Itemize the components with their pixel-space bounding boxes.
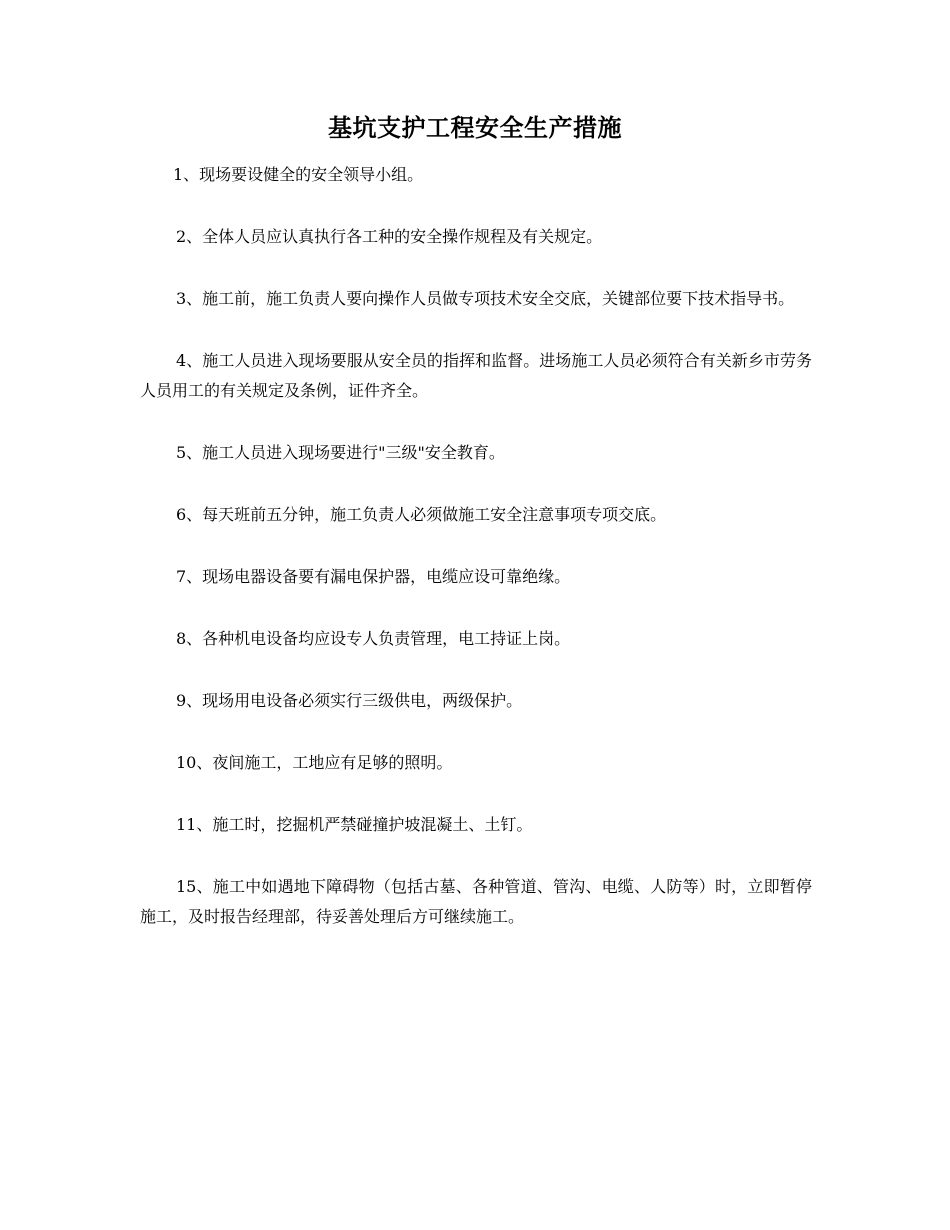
paragraph-3: 3、施工前，施工负责人要向操作人员做专项技术安全交底，关键部位要下技术指导书。 <box>176 289 795 308</box>
paragraph-6: 6、每天班前五分钟，施工负责人必须做施工安全注意事项专项交底。 <box>176 505 667 524</box>
paragraph-15: 15、施工中如遇地下障碍物（包括古墓、各种管道、管沟、电缆、人防等）时，立即暂停施工，及时报告经理部，待妥善处理后方可继续施工。 <box>140 877 812 926</box>
paragraph-7: 7、现场电器设备要有漏电保护器，电缆应设可靠绝缘。 <box>176 567 571 586</box>
paragraph-11: 11、施工时，挖掘机严禁碰撞护坡混凝土、土钉。 <box>176 815 533 834</box>
paragraph-4: 4、施工人员进入现场要服从安全员的指挥和监督。进场施工人员必须符合有关新乡市劳务人员用工的有关规定及条例，证件齐全。 <box>140 351 812 400</box>
document-body <box>140 160 812 964</box>
paragraph-8: 8、各种机电设备均应设专人负责管理，电工持证上岗。 <box>176 629 571 648</box>
paragraph-5: 5、施工人员进入现场要进行"三级"安全教育。 <box>176 443 505 462</box>
paragraph-2: 2、全体人员应认真执行各工种的安全操作规程及有关规定。 <box>176 227 603 246</box>
paragraph-10: 10、夜间施工，工地应有足够的照明。 <box>176 753 453 772</box>
document-title: 基坑支护工程安全生产措施 <box>328 113 622 142</box>
paragraph-9: 9、现场用电设备必须实行三级供电，两级保护。 <box>176 691 523 710</box>
paragraph-1: 1、现场要设健全的安全领导小组。 <box>173 165 424 184</box>
